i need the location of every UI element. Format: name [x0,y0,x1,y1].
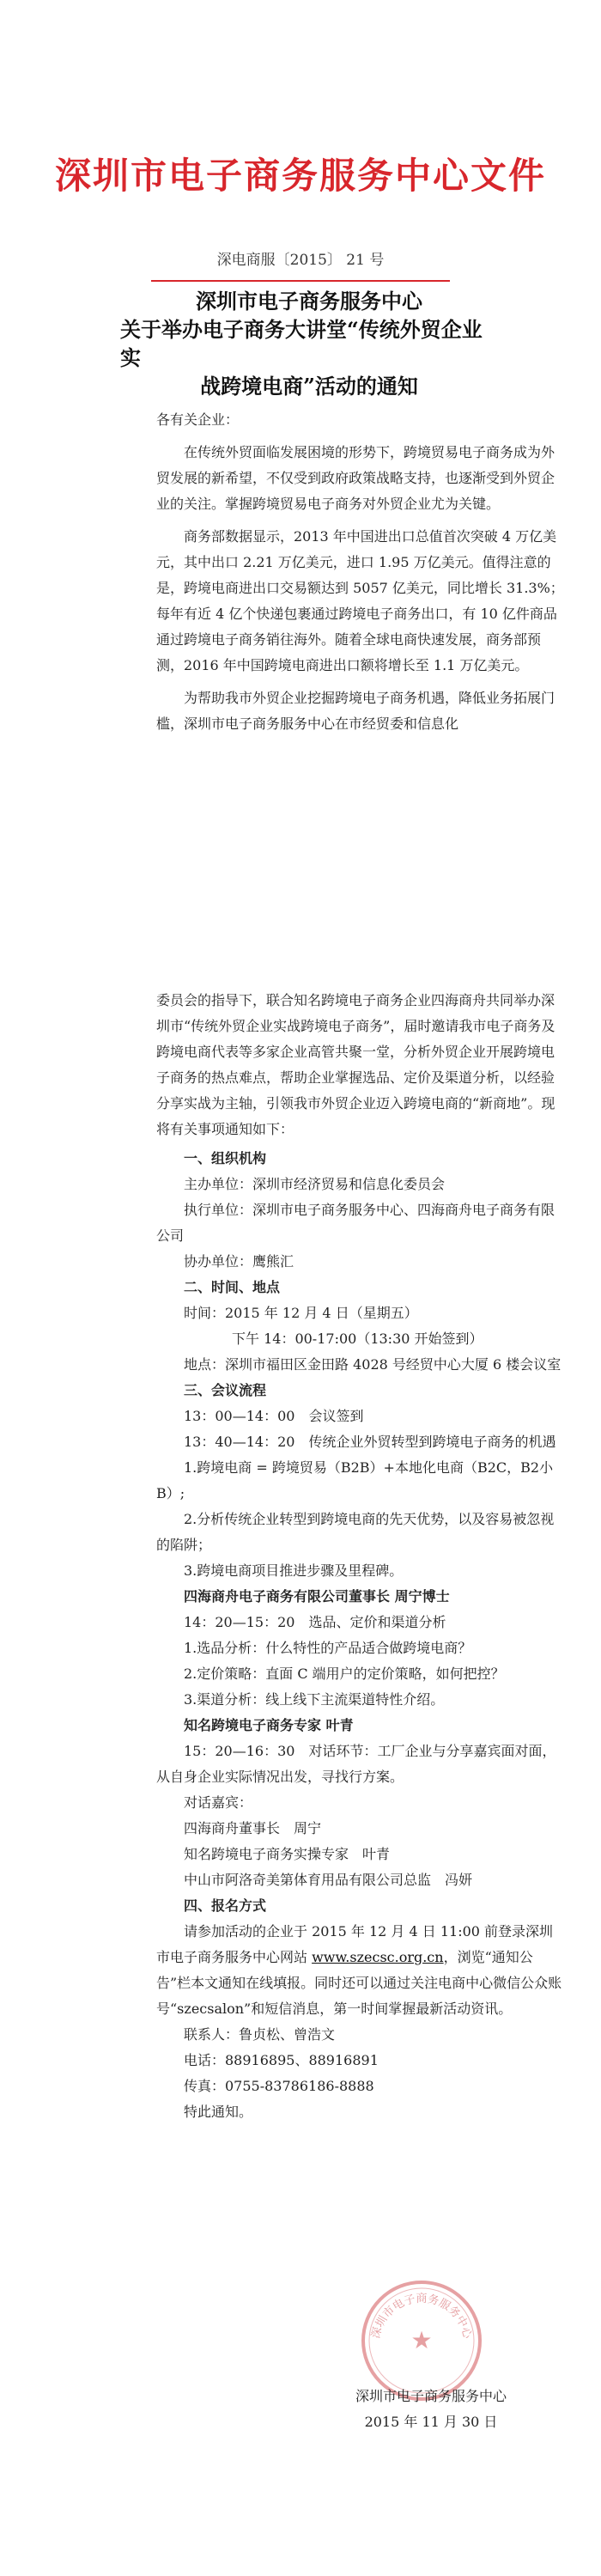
contact-phone: 电话：88916895、88916891 [184,2052,379,2068]
seal-text: 深圳市电子商务服务中心 [369,2293,474,2341]
closing-line: 特此通知。 [184,2104,253,2120]
event-time: 时间：2015 年 12 月 4 日（星期五） [184,1305,418,1321]
agenda-session-1-point-2: 2.分析传统企业转型到跨境电商的先天优势，以及容易被忽视的陷阱； [156,1511,555,1553]
registration-paragraph [156,1919,567,2022]
paragraph-2: 商务部数据显示，2013 年中国进出口总值首次突破 4 万亿美元，其中出口 2.21 万亿美元，进口 1.95 万亿美元。值得注意的是，跨境电商进出口交易额达到 5057 亿美元，同比增长 31.3%；每年有近 4 亿个快递包裹通过跨境电子商务出口，有 10 亿件商品通过跨境电子商务销往海外。随着全球电商快速发展，商务部预测，2016 年中国跨境电商进出口额将增长至 1.1 万亿美元。 [156,528,564,673]
title-line-3: 战跨境电商”活动的通知 [200,374,418,399]
paragraph-1: 在传统外贸面临发展困境的形势下，跨境贸易电子商务成为外贸发展的新希望，不仅受到政府政策战略支持，也逐渐受到外贸企业的关注。掌握跨境贸易电子商务对外贸企业尤为关键。 [156,444,555,512]
section-4-heading: 四、报名方式 [184,1897,267,1914]
body-page-1 [156,407,567,737]
host-unit: 主办单位：深圳市经济贸易和信息化委员会 [184,1176,446,1192]
agenda-session-1-speaker: 四海商舟电子商务有限公司董事长 周宁博士 [184,1588,450,1605]
signature-org: 深圳市电子商务服务中心 [355,2388,507,2404]
document-number: 深电商服〔2015〕 21 号 [216,252,385,269]
body-page-2 [156,988,567,2125]
svg-text:★: ★ [410,2326,433,2354]
registration-text-post: ，浏览“通知公告”栏本文通知在线填报。同时还可以通过关注电商中心微信公众账号“szecsalon”和短信消息，第一时间掌握最新活动资讯。 [156,1949,562,2017]
paragraph-3-start: 为帮助我市外贸企业挖掘跨境电子商务机遇，降低业务拓展门槛，深圳市电子商务服务中心在市经贸委和信息化 [156,690,555,732]
executive-unit: 执行单位：深圳市电子商务服务中心、四海商舟电子商务有限公司 [156,1202,555,1244]
header-divider [151,280,450,282]
agenda-session-1-point-1: 1.跨境电商 = 跨境贸易（B2B）+本地化电商（B2C，B2小 B）; [156,1459,554,1501]
agenda-session-1: 13：40—14：20 传统企业外贸转型到跨境电子商务的机遇 [184,1434,556,1450]
title-line-1: 深圳市电子商务服务中心 [196,289,422,314]
title-line-2: 关于举办电子商务大讲堂“传统外贸企业实 [120,317,483,370]
agenda-session-2-point-1: 1.选品分析：什么特性的产品适合做跨境电商？ [184,1640,472,1656]
website-link[interactable]: www.szecsc.org.cn [312,1949,444,1965]
event-time-afternoon: 下午 14：00-17:00（13:30 开始签到） [232,1331,483,1347]
section-1-heading: 一、组织机构 [184,1150,267,1166]
section-3-heading: 三、会议流程 [184,1382,267,1398]
dialogue-guest-2: 知名跨境电子商务实操专家 叶青 [184,1846,391,1862]
section-2-heading: 二、时间、地点 [184,1279,281,1295]
agenda-session-3: 15：20—16：30 对话环节：工厂企业与分享嘉宾面对面，从自身企业实际情况出发，寻找行方案。 [156,1743,556,1785]
paragraph-3-end: 委员会的指导下，联合知名跨境电子商务企业四海商舟共同举办深圳市“传统外贸企业实战跨境电子商务”，届时邀请我市电子商务及跨境电商代表等多家企业高管共聚一堂，分析外贸企业开展跨境电子商务的热点难点，帮助企业掌握选品、定价及渠道分析，以经验分享实战为主轴，引领我市外贸企业迈入跨境电商的“新商地”。现将有关事项通知如下： [156,992,555,1137]
signature-date: 2015 年 11 月 30 日 [364,2414,498,2430]
agenda-session-1-point-3: 3.跨境电商项目推进步骤及里程碑。 [184,1562,404,1579]
agenda-session-2: 14：20—15：20 选品、定价和渠道分析 [184,1614,446,1630]
signature-block [319,2384,543,2435]
agenda-session-2-point-3: 3.渠道分析：线上线下主流渠道特性介绍。 [184,1691,445,1708]
contact-fax: 传真：0755-83786186-8888 [184,2078,374,2094]
co-organizer: 协办单位：鹰熊汇 [184,1253,294,1270]
salutation: 各有关企业： [156,411,240,428]
dialogue-guest-1: 四海商舟董事长 周宁 [184,1820,322,1836]
agenda-session-2-speaker: 知名跨境电子商务专家 叶青 [184,1717,354,1733]
document-header-title: 深圳市电子商务服务中心文件 [54,155,546,197]
event-place: 地点：深圳市福田区金田路 4028 号经贸中心大厦 6 楼会议室 [184,1356,562,1373]
notice-title [120,287,498,400]
agenda-signin: 13：00—14：00 会议签到 [184,1408,364,1424]
dialogue-guests-label: 对话嘉宾： [184,1794,253,1811]
registration-text-pre: 请参加活动的企业于 2015 年 12 月 4 日 11:00 前登录深圳市电子商务服务中心网站 [156,1923,554,1965]
agenda-session-2-point-2: 2.定价策略：直面 C 端用户的定价策略，如何把控？ [184,1666,505,1682]
contact-persons: 联系人：鲁贞松、曾浩文 [184,2026,336,2043]
dialogue-guest-3: 中山市阿洛奇美第体育用品有限公司总监 冯妍 [184,1872,473,1888]
